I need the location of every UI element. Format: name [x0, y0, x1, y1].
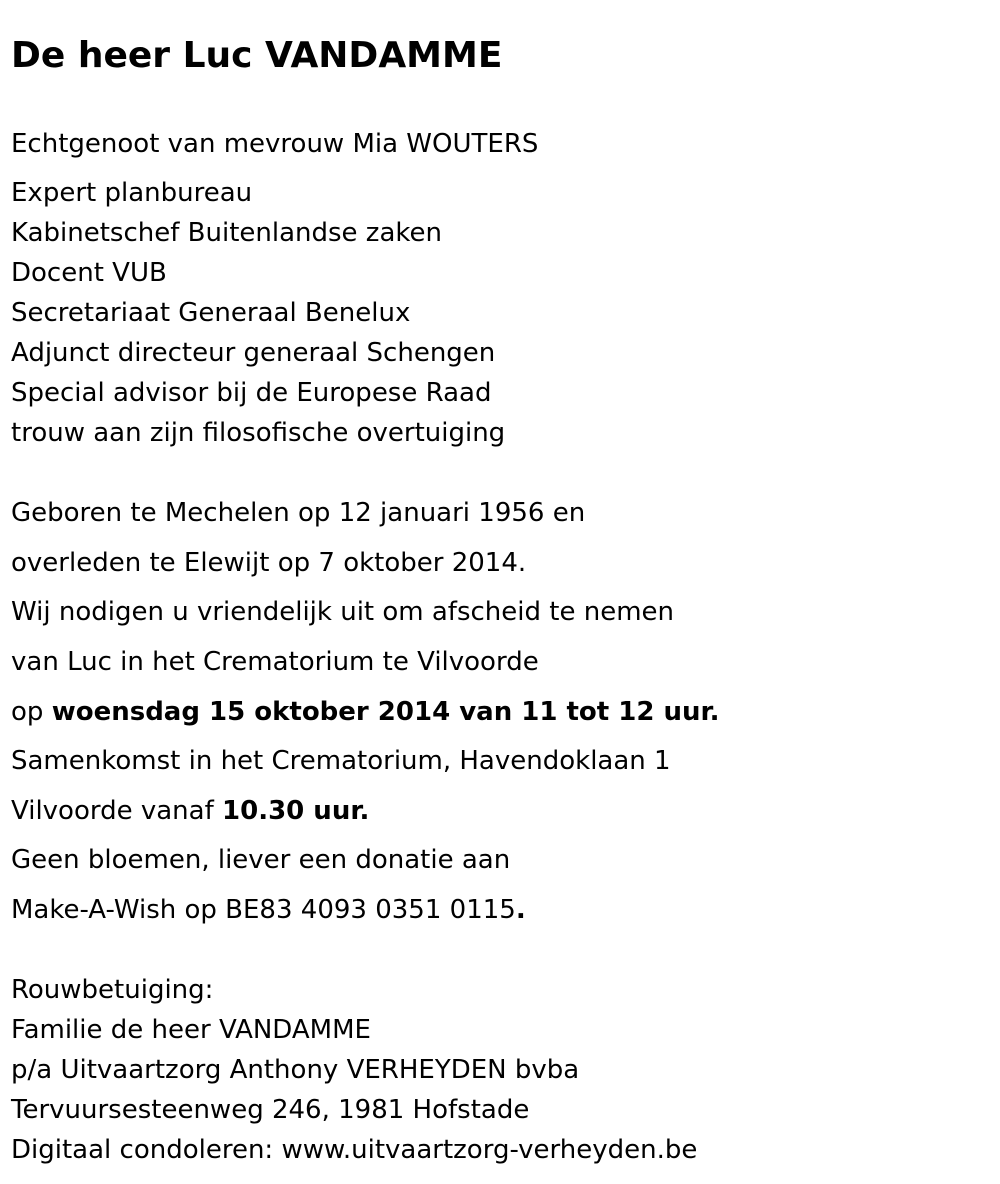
career-item: Special advisor bij de Europese Raad [11, 378, 492, 408]
invitation-location-line: van Luc in het Crematorium te Vilvoorde [11, 647, 539, 677]
ceremony-line [11, 696, 720, 728]
invitation-line: Wij nodigen u vriendelijk uit om afscheid te nemen [11, 597, 674, 627]
ceremony-date-time: woensdag 15 oktober 2014 van 11 tot 12 uur. [51, 697, 720, 727]
obituary-title: De heer Luc VANDAMME [11, 35, 503, 76]
condolences-online: Digitaal condoleren: www.uitvaartzorg-verheyden.be [11, 1135, 698, 1165]
gathering-time: 10.30 uur. [222, 796, 370, 826]
ceremony-prefix: op [11, 697, 52, 727]
gathering-address-line: Samenkomst in het Crematorium, Havendoklaan 1 [11, 746, 671, 776]
death-line: overleden te Elewijt op 7 oktober 2014. [11, 548, 527, 578]
gathering-prefix: Vilvoorde vanaf [11, 796, 223, 826]
career-item: Adjunct directeur generaal Schengen [11, 338, 496, 368]
condolences-address: Tervuursesteenweg 246, 1981 Hofstade [11, 1095, 530, 1125]
donation-text: Make-A-Wish op BE83 4093 0351 0115 [11, 895, 516, 925]
career-item: Secretariaat Generaal Benelux [11, 298, 411, 328]
career-item: Docent VUB [11, 258, 167, 288]
career-item: trouw aan zijn filosofische overtuiging [11, 418, 506, 448]
donation-period: . [515, 895, 526, 925]
spouse-line: Echtgenoot van mevrouw Mia WOUTERS [11, 129, 539, 159]
flowers-line: Geen bloemen, liever een donatie aan [11, 845, 511, 875]
condolences-heading: Rouwbetuiging: [11, 975, 214, 1005]
donation-line [11, 894, 526, 926]
gathering-time-line [11, 795, 369, 827]
condolences-care: p/a Uitvaartzorg Anthony VERHEYDEN bvba [11, 1055, 580, 1085]
career-item: Expert planbureau [11, 178, 253, 208]
career-item: Kabinetschef Buitenlandse zaken [11, 218, 442, 248]
condolences-family: Familie de heer VANDAMME [11, 1015, 371, 1045]
birth-line: Geboren te Mechelen op 12 januari 1956 en [11, 498, 586, 528]
